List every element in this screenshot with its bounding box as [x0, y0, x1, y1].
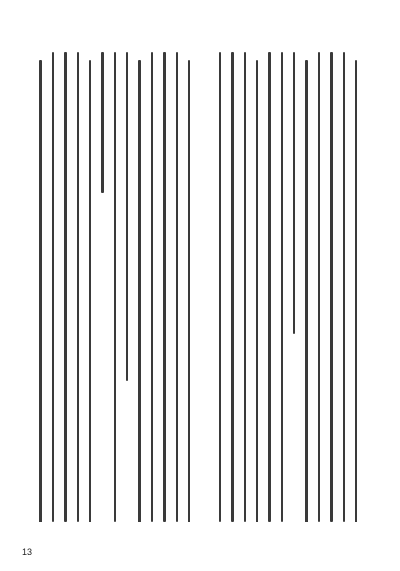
text-line	[151, 52, 153, 522]
text-line	[114, 52, 116, 522]
text-line	[39, 60, 41, 522]
text-line	[64, 52, 66, 522]
text-line	[305, 60, 307, 522]
text-line	[355, 60, 357, 522]
text-line	[268, 52, 270, 522]
text-line	[231, 52, 233, 522]
page-number: 13	[22, 547, 33, 557]
text-line	[343, 52, 345, 522]
text-column-right	[212, 52, 362, 522]
text-column-left	[35, 52, 195, 522]
text-line	[256, 60, 258, 522]
text-line	[138, 60, 140, 522]
text-line	[52, 52, 54, 522]
text-line	[89, 60, 91, 522]
text-line	[330, 52, 332, 522]
text-line	[163, 52, 165, 522]
text-line	[126, 52, 128, 381]
text-line	[176, 52, 178, 522]
text-line	[318, 52, 320, 522]
text-line	[101, 52, 103, 193]
text-line	[244, 52, 246, 522]
text-line	[281, 52, 283, 522]
text-line	[219, 52, 221, 522]
text-line	[293, 52, 295, 334]
text-line	[77, 52, 79, 522]
text-line	[188, 60, 190, 522]
